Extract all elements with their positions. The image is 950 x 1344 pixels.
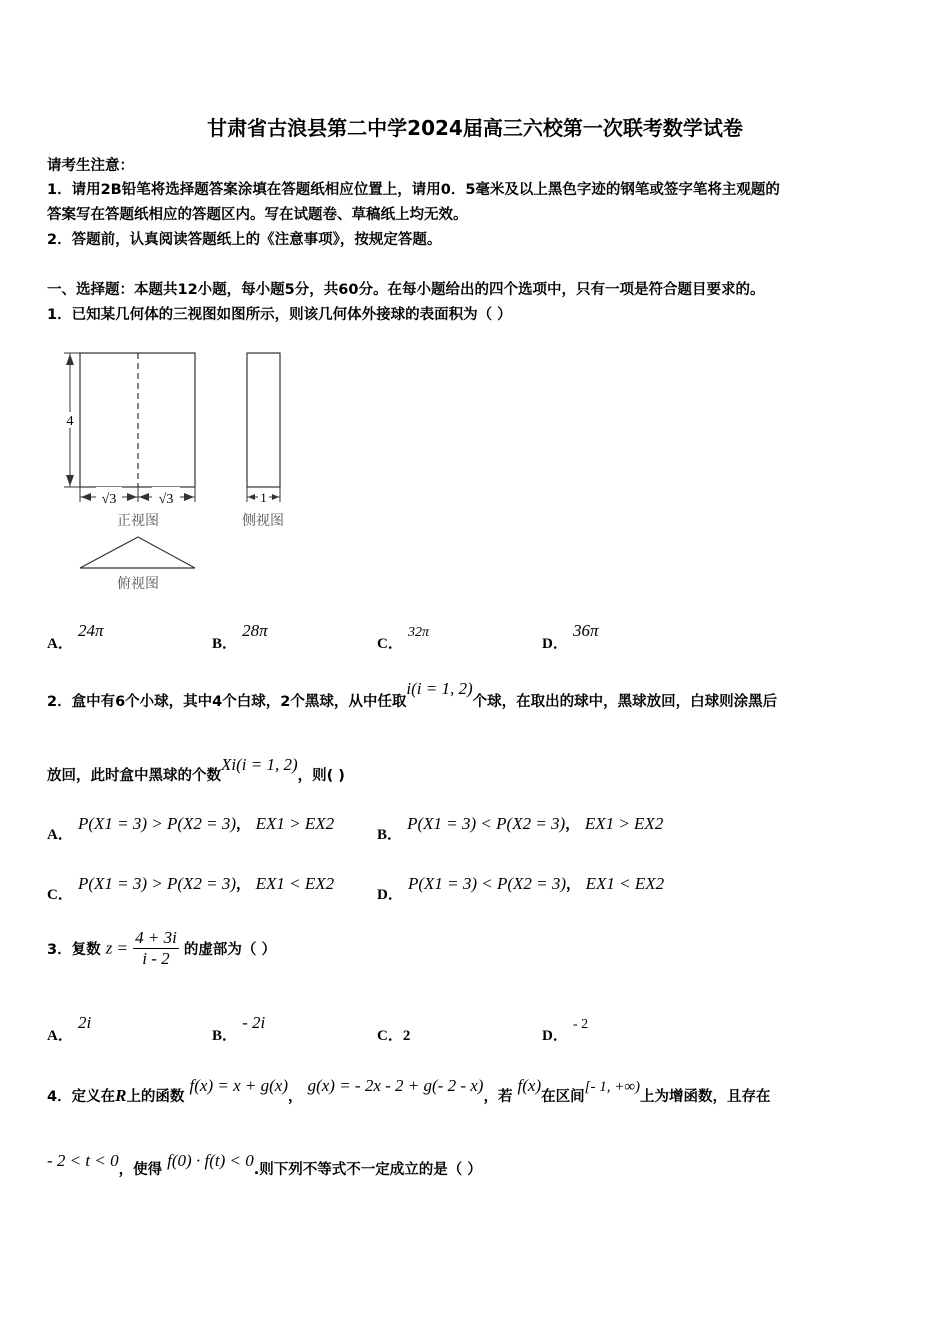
q1-option-a-value: 24π: [77, 621, 104, 640]
q1-option-a-label: A．: [47, 636, 73, 652]
q2-option-d-e: EX1 < EX2: [585, 874, 665, 893]
q2-option-a-sep: ，: [236, 817, 251, 833]
q2-text-3: 放回，此时盒中黑球的个数: [47, 768, 221, 784]
q3-z: z =: [105, 938, 129, 958]
q2-option-d-label: D．: [377, 887, 403, 903]
q2-option-b-e: EX1 > EX2: [584, 814, 664, 833]
q1-option-b-label: B．: [212, 636, 238, 652]
q3-option-d-label: D．: [542, 1028, 568, 1044]
q4-text-3: ，若: [483, 1089, 513, 1105]
q2-option-a[interactable]: [47, 813, 335, 843]
q2-text-1: 2．盒中有6个小球，其中4个白球，2个黑球，从中任取: [47, 694, 407, 710]
q4-g-def: g(x) = - 2x - 2 + g(- 2 - x): [307, 1076, 484, 1095]
q2-option-d[interactable]: [377, 873, 665, 903]
q4-text-5: 上为增函数，且存在: [640, 1089, 771, 1105]
q2-option-c[interactable]: [47, 873, 335, 903]
q3-option-d-value: - 2: [572, 1017, 589, 1032]
q2-option-a-e: EX1 > EX2: [255, 814, 335, 833]
q1-option-d[interactable]: [542, 620, 599, 652]
q1-option-d-label: D．: [542, 636, 568, 652]
q4-text-1: 4．定义在: [47, 1089, 116, 1105]
q3-option-b-label: B．: [212, 1028, 238, 1044]
q2-option-c-e: EX1 < EX2: [255, 874, 335, 893]
section-heading: 一、选择题：本题共12小题，每小题5分，共60分。在每小题给出的四个选项中，只有一项是符合题目要求的。: [47, 282, 765, 298]
q3-numerator: 4 + 3i: [135, 928, 177, 947]
q1-stem: 1．已知某几何体的三视图如图所示，则该几何体外接球的表面积为（ ）: [47, 307, 512, 323]
q3-fraction: [133, 928, 179, 969]
notice-heading: 请考生注意：: [47, 158, 134, 174]
q4-text-7: .则下列不等式不一定成立的是（ ）: [253, 1162, 482, 1178]
side-view-caption: 侧视图: [242, 514, 284, 529]
page-title: 甘肃省古浪县第二中学2024届高三六校第一次联考数学试卷: [207, 116, 743, 140]
q2-option-c-sep: ，: [236, 877, 251, 893]
q4-t-range: - 2 < t < 0: [47, 1151, 119, 1170]
front-width-label-1: √3: [101, 492, 117, 507]
q3-option-b-value: - 2i: [242, 1013, 266, 1032]
q3-option-d[interactable]: [542, 1012, 589, 1044]
q2-option-b[interactable]: [377, 813, 664, 843]
q3-option-a[interactable]: [47, 1012, 92, 1044]
q1-option-c-label: C．: [377, 636, 403, 652]
q3-text-1: 3．复数: [47, 942, 101, 958]
q4-text-6: ，使得: [118, 1162, 163, 1178]
q4-text-2: 上的函数: [126, 1089, 185, 1105]
q3-option-c[interactable]: [377, 1024, 410, 1045]
q2-option-a-p: P(X1 = 3) > P(X2 = 3): [77, 814, 237, 833]
q2-line-2: [47, 754, 345, 784]
q1-option-b-value: 28π: [242, 621, 268, 640]
q3-denominator: i - 2: [142, 949, 170, 968]
q1-option-b[interactable]: [212, 620, 268, 652]
q4-f-def: f(x) = x + g(x): [189, 1076, 288, 1095]
q2-option-d-p: P(X1 = 3) < P(X2 = 3): [407, 874, 567, 893]
q4-interval: [- 1, +∞): [584, 1079, 641, 1095]
q4-fx: f(x): [517, 1076, 542, 1095]
q3-option-c-label: C．: [377, 1028, 403, 1044]
q4-r: R: [115, 1086, 127, 1105]
notice-line-2: 2．答题前，认真阅读答题纸上的《注意事项》，按规定答题。: [47, 232, 442, 248]
top-view-caption: 俯视图: [117, 577, 159, 592]
q3-stem: [47, 928, 276, 969]
arrow-up-icon: [66, 354, 74, 365]
q2-option-d-sep: ，: [566, 877, 581, 893]
arrow-down-icon: [66, 475, 74, 486]
height-label: 4: [66, 414, 74, 429]
q2-math-i: i(i = 1, 2): [406, 679, 473, 698]
notice-line-1a: 1．请用2B铅笔将选择题答案涂填在答题纸相应位置上，请用0．5毫米及以上黑色字迹的钢笔或签字笔将主观题的: [47, 182, 780, 198]
side-width-label: 1: [260, 490, 267, 505]
q2-option-b-sep: ，: [565, 817, 580, 833]
q2-text-2: 个球，在取出的球中，黑球放回，白球则涂黑后: [472, 694, 778, 710]
q2-line-1: [47, 678, 778, 710]
q4-text-4: 在区间: [541, 1089, 585, 1105]
notice-line-1b: 答案写在答题纸相应的答题区内。写在试题卷、草稿纸上均无效。: [47, 207, 468, 223]
q3-option-b[interactable]: [212, 1012, 266, 1044]
q4-product: f(0) · f(t) < 0: [167, 1151, 254, 1170]
q4-line-2: [47, 1150, 482, 1178]
q2-option-c-label: C．: [47, 887, 73, 903]
front-width-label-2: √3: [158, 492, 174, 507]
q2-option-b-p: P(X1 = 3) < P(X2 = 3): [407, 814, 566, 833]
q1-option-d-value: 36π: [572, 621, 599, 640]
q4-line-1: [47, 1075, 771, 1105]
q1-option-c-value: 32π: [407, 625, 429, 640]
q1-option-c[interactable]: [377, 620, 429, 652]
q2-text-4: ，则( ): [297, 768, 345, 784]
three-view-figure: [55, 340, 300, 600]
q2-math-x: Xi(i = 1, 2): [221, 755, 298, 774]
front-view-caption: 正视图: [117, 514, 159, 529]
q4-sep: ，: [287, 1089, 303, 1105]
top-view-triangle: [80, 537, 195, 568]
q2-option-c-p: P(X1 = 3) > P(X2 = 3): [77, 874, 237, 893]
q3-option-a-value: 2i: [77, 1013, 92, 1032]
q3-option-a-label: A．: [47, 1028, 73, 1044]
q1-option-a[interactable]: [47, 620, 104, 652]
q3-text-2: 的虚部为（ ）: [183, 942, 276, 958]
q2-option-a-label: A．: [47, 827, 73, 843]
side-view-rect: [247, 353, 280, 487]
q2-option-b-label: B．: [377, 827, 403, 843]
q3-option-c-value: 2: [402, 1028, 411, 1044]
